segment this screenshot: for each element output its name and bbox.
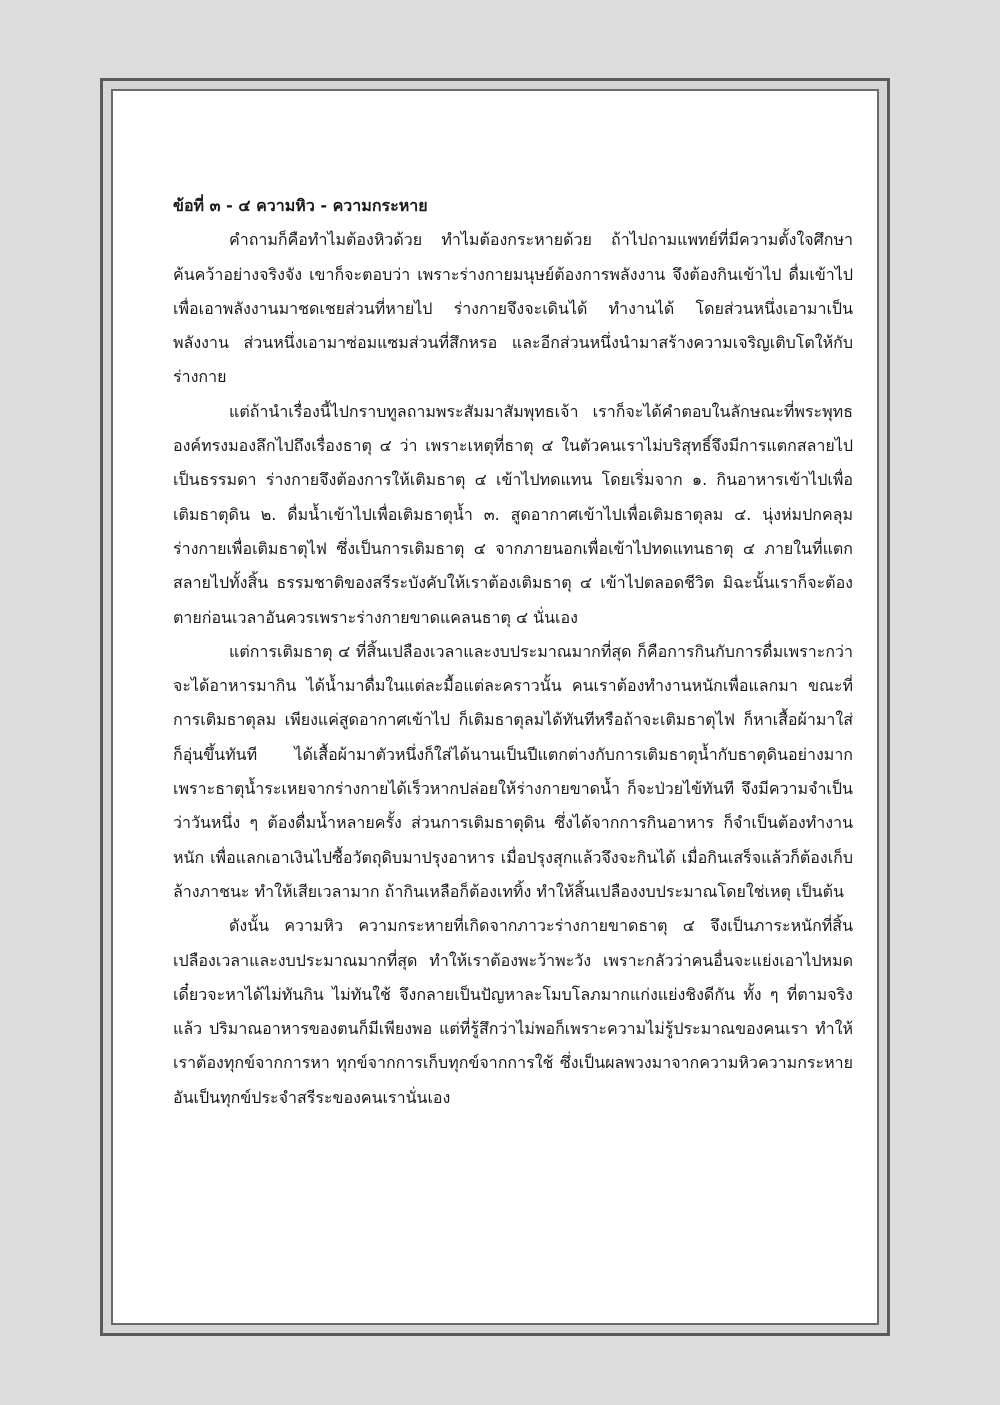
section-heading: ข้อที่ ๓ - ๔ ความหิว - ความกระหาย xyxy=(173,196,428,215)
document-body xyxy=(173,189,853,1115)
paragraph-4: ดังนั้น ความหิว ความกระหายที่เกิดจากภาวะร่างกายขาดธาตุ ๔ จึงเป็นภาระหนักที่สิ้นเปลืองเวลาและงบประมาณมากที่สุด ทำให้เราต้องพะว้าพะวัง เพราะกลัวว่าคนอื่นจะแย่งเอาไปหมด เดี๋ยวจะหาได้ไม่ทันกิน ไม่ทันใช้ จึงกลายเป็นปัญหาละโมบโลภมากแก่งแย่งชิงดีกัน ทั้ง ๆ ที่ตามจริงแล้ว ปริมาณอาหารของตนก็มีเพียงพอ แต่ที่รู้สึกว่าไม่พอก็เพราะความไม่รู้ประมาณของคนเรา ทำให้เราต้องทุกข์จากการหา ทุกข์จากการเก็บทุกข์จากการใช้ ซึ่งเป็นผลพวงมาจากความหิวความกระหายอันเป็นทุกข์ประจำสรีระของคนเรานั่นเอง xyxy=(173,916,853,1107)
page-border-inner xyxy=(111,89,879,1325)
paragraph-3: แต่การเติมธาตุ ๔ ที่สิ้นเปลืองเวลาและงบประมาณมากที่สุด ก็คือการกินกับการดื่มเพราะกว่าจะได้อาหารมากิน ได้น้ำมาดื่มในแต่ละมื้อแต่ละคราวนั้น คนเราต้องทำงานหนักเพื่อแลกมา ขณะที่การเติมธาตุลม เพียงแค่สูดอากาศเข้าไป ก็เติมธาตุลมได้ทันทีหรือถ้าจะเติมธาตุไฟ ก็หาเสื้อผ้ามาใส่ ก็อุ่นขึ้นทันที ได้เสื้อผ้ามาตัวหนึ่งก็ใส่ได้นานเป็นปีแตกต่างกับการเติมธาตุน้ำกับธาตุดินอย่างมาก เพราะธาตุน้ำระเหยจากร่างกายได้เร็วหากปล่อยให้ร่างกายขาดน้ำ ก็จะป่วยไข้ทันที จึงมีความจำเป็นว่าวันหนึ่ง ๆ ต้องดื่มน้ำหลายครั้ง ส่วนการเติมธาตุดิน ซึ่งได้จากการกินอาหาร ก็จำเป็นต้องทำงานหนัก เพื่อแลกเอาเงินไปซื้อวัตถุดิบมาปรุงอาหาร เมื่อปรุงสุกแล้วจึงจะกินได้ เมื่อกินเสร็จแล้วก็ต้องเก็บล้างภาชนะ ทำให้เสียเวลามาก ถ้ากินเหลือก็ต้องเททิ้ง ทำให้สิ้นเปลืองงบประมาณโดยใช่เหตุ เป็นต้น xyxy=(173,641,853,901)
page-border-outer xyxy=(100,78,890,1336)
paragraph-2: แต่ถ้านำเรื่องนี้ไปกราบทูลถามพระสัมมาสัมพุทธเจ้า เราก็จะได้คำตอบในลักษณะที่พระพุทธองค์ทรงมองลึกไปถึงเรื่องธาตุ ๔ ว่า เพราะเหตุที่ธาตุ ๔ ในตัวคนเราไม่บริสุทธิ์จึงมีการแตกสลายไปเป็นธรรมดา ร่างกายจึงต้องการให้เติมธาตุ ๔ เข้าไปทดแทน โดยเริ่มจาก ๑. กินอาหารเข้าไปเพื่อเติมธาตุดิน ๒. ดื่มน้ำเข้าไปเพื่อเติมธาตุน้ำ ๓. สูดอากาศเข้าไปเพื่อเติมธาตุลม ๔. นุ่งห่มปกคลุมร่างกายเพื่อเติมธาตุไฟ ซึ่งเป็นการเติมธาตุ ๔ จากภายนอกเพื่อเข้าไปทดแทนธาตุ ๔ ภายในที่แตกสลายไปทั้งสิ้น ธรรมชาติของสรีระบังคับให้เราต้องเติมธาตุ ๔ เข้าไปตลอดชีวิต มิฉะนั้นเราก็จะต้องตายก่อนเวลาอันควรเพราะร่างกายขาดแคลนธาตุ ๔ นั่นเอง xyxy=(173,401,853,627)
paragraph-1: คำถามก็คือทำไมต้องหิวด้วย ทำไมต้องกระหายด้วย ถ้าไปถามแพทย์ที่มีความตั้งใจศึกษาค้นคว้าอย่างจริงจัง เขาก็จะตอบว่า เพราะร่างกายมนุษย์ต้องการพลังงาน จึงต้องกินเข้าไป ดื่มเข้าไป เพื่อเอาพลังงานมาชดเชยส่วนที่หายไป ร่างกายจึงจะเดินได้ ทำงานได้ โดยส่วนหนึ่งเอามาเป็นพลังงาน ส่วนหนึ่งเอามาซ่อมแซมส่วนที่สึกหรอ และอีกส่วนหนึ่งนำมาสร้างความเจริญเติบโตให้กับร่างกาย xyxy=(173,230,853,387)
